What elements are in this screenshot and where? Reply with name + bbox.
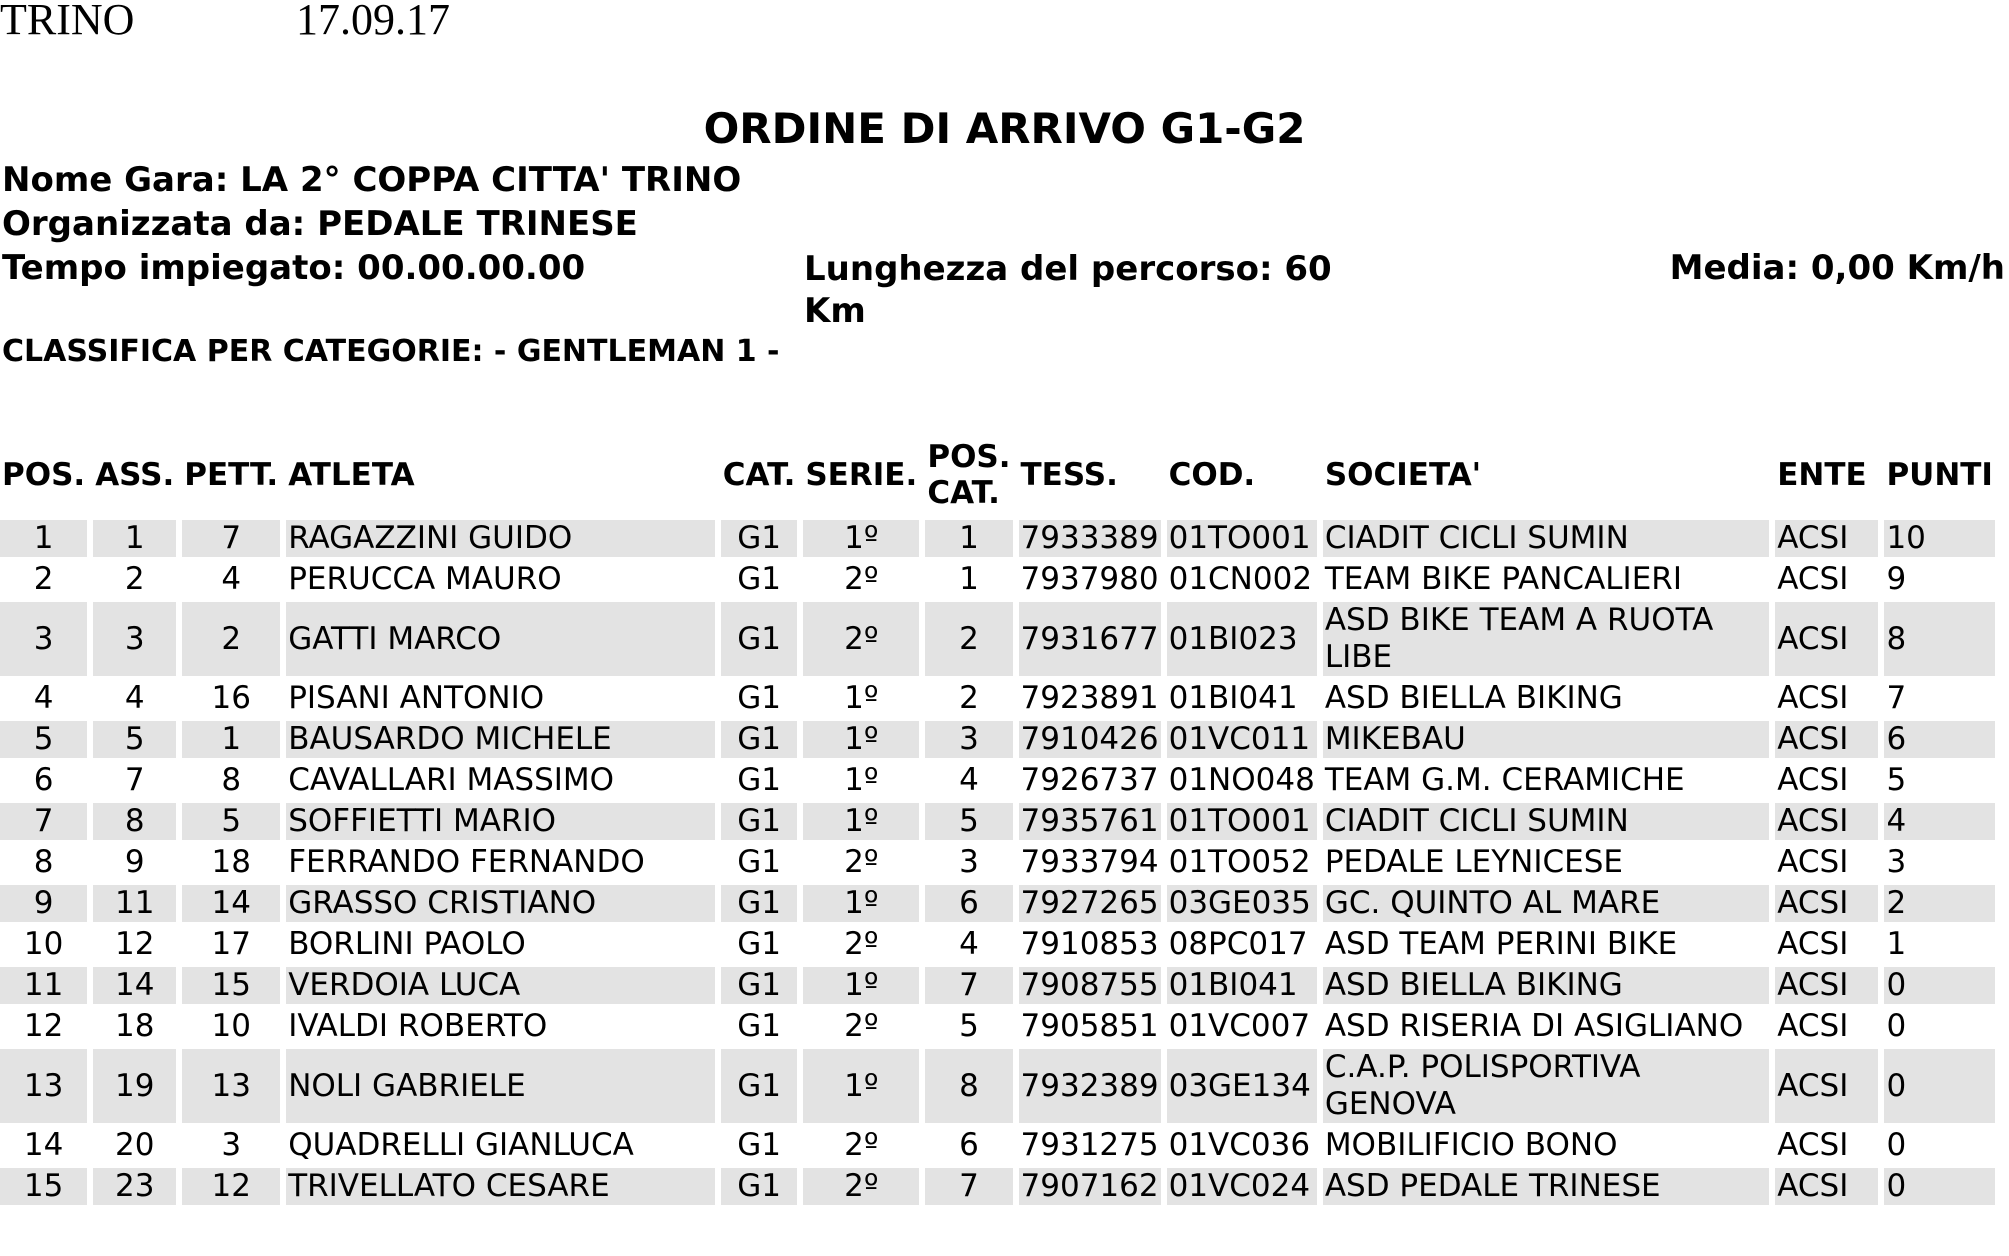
table-row — [0, 844, 1995, 881]
cell-societa: C.A.P. POLISPORTIVA GENOVA — [1323, 1049, 1769, 1123]
cell-tess: 7910853 — [1020, 926, 1159, 962]
cell-tess: 7937980 — [1020, 561, 1159, 597]
cell-societa: CIADIT CICLI SUMIN — [1323, 520, 1769, 557]
cell-pos: 2 — [0, 561, 87, 598]
col-ente: ENTE — [1777, 457, 1867, 493]
cell-punti: 1 — [1884, 926, 1995, 963]
col-poscat-line2: CAT. — [927, 475, 1000, 511]
cell-societa: ASD TEAM PERINI BIKE — [1323, 926, 1769, 963]
cell-tess: 7935761 — [1020, 803, 1159, 839]
cell-cod: 01NO048 — [1168, 762, 1315, 798]
cell-poscat: 7 — [925, 1168, 1012, 1205]
cell-tess: 7927265 — [1020, 885, 1159, 921]
cell-ente: ACSI — [1775, 967, 1878, 1004]
cell-atleta: BAUSARDO MICHELE — [286, 721, 715, 758]
location: TRINO — [0, 0, 135, 44]
cell-ass: 20 — [93, 1127, 176, 1164]
cell-pos: 5 — [0, 721, 87, 758]
cell-serie: 2º — [803, 561, 919, 598]
route-length: Lunghezza del percorso: 60 Km — [804, 249, 1332, 331]
cell-punti: 0 — [1884, 967, 1995, 1004]
table-row — [0, 561, 1995, 598]
cell-poscat: 5 — [925, 803, 1012, 840]
cell-societa: TEAM BIKE PANCALIERI — [1323, 561, 1769, 598]
cell-atleta: VERDOIA LUCA — [286, 967, 715, 1004]
cell-cat: G1 — [721, 680, 798, 717]
cell-serie: 2º — [803, 1008, 919, 1045]
cell-serie: 2º — [803, 602, 919, 676]
cell-pett: 3 — [182, 1127, 280, 1164]
cell-ass: 8 — [93, 803, 176, 840]
cell-serie: 1º — [803, 721, 919, 758]
cell-ente: ACSI — [1775, 721, 1878, 758]
table-row — [0, 885, 1995, 922]
cell-ente: ACSI — [1775, 803, 1878, 840]
category-title: CLASSIFICA PER CATEGORIE: - GENTLEMAN 1 - — [2, 334, 780, 369]
cell-cod: 01CN002 — [1167, 561, 1317, 598]
cell-pett: 18 — [182, 844, 280, 881]
cell-serie: 1º — [803, 680, 919, 717]
cell-poscat: 7 — [925, 967, 1012, 1004]
cell-societa: ASD BIKE TEAM A RUOTA LIBE — [1323, 602, 1769, 676]
cell-ass: 14 — [93, 967, 176, 1004]
cell-serie: 1º — [803, 967, 919, 1004]
cell-cod: 03GE134 — [1167, 1049, 1317, 1123]
cell-cod: 08PC017 — [1167, 926, 1317, 963]
cell-punti: 7 — [1884, 680, 1995, 717]
cell-atleta: RAGAZZINI GUIDO — [286, 520, 715, 557]
cell-ass: 11 — [93, 885, 176, 922]
cell-tess: 7926737 — [1020, 762, 1159, 798]
cell-ass: 4 — [93, 680, 176, 717]
cell-societa: CIADIT CICLI SUMIN — [1323, 803, 1769, 840]
table-row — [0, 926, 1995, 963]
cell-pos: 11 — [0, 967, 87, 1004]
cell-punti: 0 — [1884, 1127, 1995, 1164]
col-poscat-line1: POS. — [927, 439, 1011, 475]
table-row — [0, 1127, 1995, 1164]
cell-societa: GC. QUINTO AL MARE — [1323, 885, 1769, 922]
cell-ass: 12 — [93, 926, 176, 963]
cell-pos: 8 — [0, 844, 87, 881]
cell-cat: G1 — [721, 926, 798, 963]
cell-pett: 10 — [182, 1008, 280, 1045]
cell-poscat: 4 — [925, 926, 1012, 963]
cell-cod: 01BI023 — [1167, 602, 1317, 676]
cell-cod: 01VC036 — [1167, 1127, 1317, 1164]
cell-atleta: QUADRELLI GIANLUCA — [286, 1127, 715, 1164]
cell-cat: G1 — [721, 1168, 798, 1205]
cell-ass: 18 — [93, 1008, 176, 1045]
cell-cat: G1 — [721, 967, 798, 1004]
cell-tess: 7932389 — [1019, 1049, 1161, 1123]
cell-punti: 5 — [1884, 762, 1995, 799]
cell-societa: ASD PEDALE TRINESE — [1323, 1168, 1769, 1205]
cell-cat: G1 — [721, 602, 798, 676]
cell-cat: G1 — [721, 1127, 798, 1164]
cell-societa: TEAM G.M. CERAMICHE — [1323, 762, 1769, 799]
table-row — [0, 680, 1995, 717]
average-speed: Media: 0,00 Km/h — [1669, 248, 2005, 288]
cell-punti: 6 — [1884, 721, 1995, 758]
cell-poscat: 5 — [925, 1008, 1012, 1045]
cell-pos: 14 — [0, 1127, 87, 1164]
cell-ente: ACSI — [1775, 1127, 1878, 1164]
cell-atleta: BORLINI PAOLO — [286, 926, 715, 963]
cell-ente: ACSI — [1775, 1049, 1878, 1123]
cell-ente: ACSI — [1775, 561, 1878, 598]
cell-tess: 7905851 — [1020, 1008, 1159, 1044]
date: 17.09.17 — [296, 0, 450, 44]
cell-pett: 8 — [182, 762, 280, 799]
cell-pos: 3 — [0, 602, 87, 676]
cell-poscat: 2 — [925, 680, 1012, 717]
cell-societa: ASD RISERIA DI ASIGLIANO — [1323, 1008, 1769, 1045]
cell-serie: 1º — [803, 1049, 919, 1123]
cell-cat: G1 — [721, 803, 798, 840]
cell-serie: 1º — [803, 885, 919, 922]
cell-tess: 7931275 — [1020, 1127, 1159, 1163]
cell-cod: 01VC024 — [1167, 1168, 1317, 1205]
cell-poscat: 6 — [925, 885, 1012, 922]
cell-cat: G1 — [721, 1008, 798, 1045]
cell-punti: 10 — [1884, 520, 1995, 557]
cell-cat: G1 — [721, 721, 798, 758]
cell-pett: 5 — [182, 803, 280, 840]
header-row — [0, 434, 1995, 516]
cell-punti: 4 — [1884, 803, 1995, 840]
cell-cat: G1 — [721, 762, 798, 799]
cell-atleta: PERUCCA MAURO — [286, 561, 715, 598]
col-societa: SOCIETA' — [1324, 457, 1482, 493]
cell-ente: ACSI — [1775, 926, 1878, 963]
cell-pett: 12 — [182, 1168, 280, 1205]
cell-societa: ASD BIELLA BIKING — [1323, 680, 1769, 717]
cell-tess: 7923891 — [1020, 680, 1159, 716]
col-pett: PETT. — [184, 457, 279, 493]
table-row — [0, 762, 1995, 799]
cell-tess: 7910426 — [1020, 721, 1159, 757]
cell-ente: ACSI — [1775, 762, 1878, 799]
cell-poscat: 1 — [925, 520, 1012, 557]
cell-cod: 01TO052 — [1167, 844, 1317, 881]
col-ass: ASS. — [95, 457, 175, 493]
cell-punti: 2 — [1884, 885, 1995, 922]
cell-cod: 01BI041 — [1167, 967, 1317, 1004]
cell-poscat: 1 — [925, 561, 1012, 598]
cell-pett: 13 — [182, 1049, 280, 1123]
results-table — [0, 430, 2001, 1209]
table-row — [0, 967, 1995, 1004]
cell-poscat: 3 — [925, 844, 1012, 881]
col-atleta: ATLETA — [288, 457, 415, 493]
cell-pett: 15 — [182, 967, 280, 1004]
cell-cod: 03GE035 — [1167, 885, 1317, 922]
cell-ente: ACSI — [1775, 844, 1878, 881]
cell-serie: 1º — [803, 803, 919, 840]
cell-cod: 01BI041 — [1167, 680, 1317, 717]
cell-atleta: FERRANDO FERNANDO — [286, 844, 715, 881]
cell-ente: ACSI — [1775, 602, 1878, 676]
col-tess: TESS. — [1020, 457, 1118, 493]
time-used: Tempo impiegato: 00.00.00.00 — [2, 248, 586, 288]
table-row — [0, 1049, 1995, 1123]
cell-atleta: GATTI MARCO — [286, 602, 715, 676]
cell-pos: 13 — [0, 1049, 87, 1123]
cell-pos: 9 — [0, 885, 87, 922]
cell-cat: G1 — [721, 844, 798, 881]
page-title: ORDINE DI ARRIVO G1-G2 — [703, 104, 1306, 153]
cell-ass: 3 — [93, 602, 176, 676]
cell-poscat: 6 — [925, 1127, 1012, 1164]
cell-societa: PEDALE LEYNICESE — [1323, 844, 1769, 881]
cell-serie: 2º — [803, 1127, 919, 1164]
cell-ass: 5 — [93, 721, 176, 758]
cell-pett: 1 — [182, 721, 280, 758]
cell-tess: 7933794 — [1020, 844, 1159, 880]
cell-atleta: TRIVELLATO CESARE — [286, 1168, 715, 1205]
cell-cat: G1 — [721, 1049, 798, 1123]
cell-ass: 9 — [93, 844, 176, 881]
cell-pett: 16 — [182, 680, 280, 717]
cell-pos: 15 — [0, 1168, 87, 1205]
cell-ass: 1 — [93, 520, 176, 557]
cell-tess: 7907162 — [1020, 1168, 1159, 1204]
cell-societa: MOBILIFICIO BONO — [1323, 1127, 1769, 1164]
cell-punti: 0 — [1884, 1008, 1995, 1045]
cell-atleta: NOLI GABRIELE — [286, 1049, 715, 1123]
cell-cat: G1 — [721, 561, 798, 598]
cell-serie: 1º — [803, 520, 919, 557]
cell-tess: 7908755 — [1020, 967, 1159, 1003]
cell-pos: 6 — [0, 762, 87, 799]
cell-cod: 01VC011 — [1167, 721, 1317, 758]
cell-poscat: 3 — [925, 721, 1012, 758]
cell-ente: ACSI — [1775, 1008, 1878, 1045]
cell-ass: 2 — [93, 561, 176, 598]
cell-societa: ASD BIELLA BIKING — [1323, 967, 1769, 1004]
cell-pett: 14 — [182, 885, 280, 922]
table-row — [0, 602, 1995, 676]
table-row — [0, 721, 1995, 758]
cell-ente: ACSI — [1775, 520, 1878, 557]
cell-pett: 7 — [182, 520, 280, 557]
table-row — [0, 803, 1995, 840]
header-line — [0, 0, 450, 45]
cell-serie: 2º — [803, 844, 919, 881]
cell-serie: 2º — [803, 1168, 919, 1205]
cell-ass: 23 — [93, 1168, 176, 1205]
cell-pos: 12 — [0, 1008, 87, 1045]
cell-cat: G1 — [721, 885, 798, 922]
cell-punti: 0 — [1884, 1168, 1995, 1205]
col-cod: COD. — [1168, 457, 1256, 493]
table-row — [0, 1008, 1995, 1045]
race-name: Nome Gara: LA 2° COPPA CITTA' TRINO — [2, 160, 742, 200]
cell-punti: 8 — [1884, 602, 1995, 676]
cell-pos: 4 — [0, 680, 87, 717]
cell-tess: 7931677 — [1019, 602, 1161, 676]
cell-ass: 7 — [93, 762, 176, 799]
organizer: Organizzata da: PEDALE TRINESE — [2, 204, 638, 244]
cell-pett: 2 — [182, 602, 280, 676]
cell-tess: 7933389 — [1020, 520, 1159, 556]
cell-ente: ACSI — [1775, 885, 1878, 922]
cell-atleta: IVALDI ROBERTO — [286, 1008, 715, 1045]
cell-atleta: PISANI ANTONIO — [286, 680, 715, 717]
cell-pos: 7 — [0, 803, 87, 840]
cell-cat: G1 — [721, 520, 798, 557]
col-serie: SERIE. — [805, 457, 918, 493]
cell-poscat: 2 — [925, 602, 1012, 676]
cell-pett: 4 — [182, 561, 280, 598]
cell-poscat: 4 — [925, 762, 1012, 799]
cell-ente: ACSI — [1775, 680, 1878, 717]
table-row — [0, 520, 1995, 557]
cell-cod: 01TO001 — [1167, 803, 1317, 840]
cell-atleta: GRASSO CRISTIANO — [286, 885, 715, 922]
col-pos: POS. — [2, 457, 86, 493]
cell-punti: 0 — [1884, 1049, 1995, 1123]
table-row — [0, 1168, 1995, 1205]
cell-ass: 19 — [93, 1049, 176, 1123]
cell-pos: 10 — [0, 926, 87, 963]
cell-atleta: CAVALLARI MASSIMO — [286, 762, 715, 799]
cell-serie: 2º — [803, 926, 919, 963]
col-cat: CAT. — [722, 457, 796, 493]
cell-punti: 3 — [1884, 844, 1995, 881]
cell-pos: 1 — [0, 520, 87, 557]
cell-punti: 9 — [1884, 561, 1995, 598]
cell-poscat: 8 — [925, 1049, 1012, 1123]
cell-societa: MIKEBAU — [1323, 721, 1769, 758]
cell-ente: ACSI — [1775, 1168, 1878, 1205]
col-poscat — [925, 434, 1012, 516]
cell-atleta: SOFFIETTI MARIO — [286, 803, 715, 840]
cell-pett: 17 — [182, 926, 280, 963]
cell-cod: 01VC007 — [1167, 1008, 1317, 1045]
col-punti: PUNTI — [1886, 457, 1993, 493]
cell-serie: 1º — [803, 762, 919, 799]
cell-cod: 01TO001 — [1167, 520, 1317, 557]
